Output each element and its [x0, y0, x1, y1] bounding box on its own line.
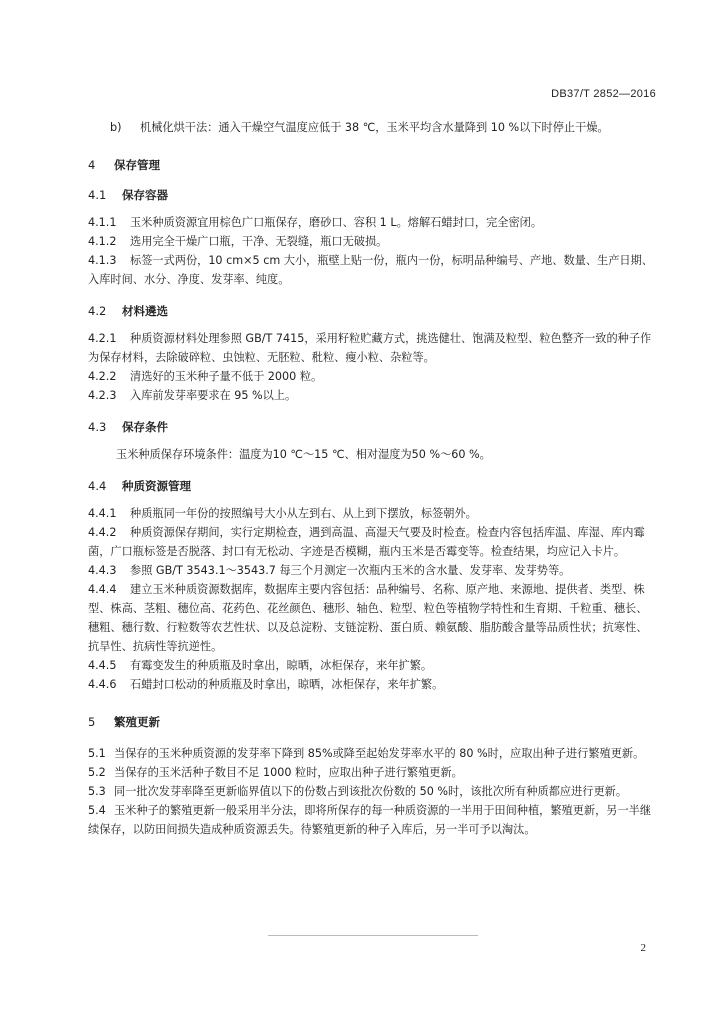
clause-number: 4.1.2 [88, 235, 117, 248]
section-number: 4.1 [88, 188, 107, 202]
clause-4-4-6 [88, 675, 656, 694]
clause-number: 4.1.1 [88, 216, 117, 229]
clause-text: 玉米种质资源宜用棕色广口瓶保存，磨砂口、容积 1 L。熔解石蜡封口，完全密闭。 [130, 216, 543, 229]
clause-4-4-1 [88, 504, 656, 523]
page-number: 2 [640, 942, 646, 954]
list-item-label: b) [110, 121, 122, 134]
section-5-items [88, 744, 656, 839]
section-title: 种质资源管理 [122, 479, 191, 493]
clause-number: 4.2.3 [88, 389, 117, 402]
clause-5-3 [88, 782, 656, 801]
section-4-4-items [88, 504, 656, 694]
section-4-1-heading [88, 187, 656, 203]
document-body [88, 118, 656, 849]
clause-4-2-3 [88, 386, 656, 405]
clause-text: 有霉变发生的种质瓶及时拿出，晾晒，冰柜保存，来年扩繁。 [130, 659, 433, 672]
clause-number: 4.4.1 [88, 507, 117, 520]
clause-text: 建立玉米种质资源数据库，数据库主要内容包括：品种编号、名称、原产地、来源地、提供者、类型、株型、株高、茎粗、穗位高、花药色、花丝颜色、穗形、轴色、粒型、粒色等植物学特性和生育期、千粒重、穗长、穗粗、穗行数、行粒数等农艺性状、以及总淀粉、支链淀粉、蛋白质、赖氨酸、脂肪酸含量等品质性状；抗寒性、抗旱性、抗病性等抗逆性。 [88, 583, 648, 653]
clause-text: 同一批次发芽率降至更新临界值以下的份数占到该批次份数的 50 %时，该批次所有种质都应进行更新。 [114, 785, 628, 798]
section-4-2-heading [88, 303, 656, 319]
clause-4-1-2 [88, 232, 656, 251]
list-item-b [88, 118, 656, 137]
clause-text: 种质资源材料处理参照 GB/T 7415，采用籽粒贮藏方式，挑选健壮、饱满及粒型、粒色整齐一致的种子作为保存材料，去除破碎粒、虫蚀粒、无胚粒、秕粒、瘦小粒、杂粒等。 [88, 332, 652, 364]
section-number: 4 [88, 158, 96, 172]
clause-text: 入库前发芽率要求在 95 %以上。 [130, 389, 297, 402]
clause-number: 4.4.2 [88, 526, 117, 539]
clause-text: 标签一式两份，10 cm×5 cm 大小，瓶壁上贴一份，瓶内一份，标明品种编号、产地、数量、生产日期、入库时间、水分、净度、发芽率、纯度。 [88, 254, 653, 286]
section-4-3-heading [88, 419, 656, 435]
clause-text: 种质瓶同一年份的按照编号大小从左到右、从上到下摆放，标签朝外。 [130, 507, 477, 520]
clause-number: 5.1 [88, 747, 106, 760]
section-4-1-items [88, 213, 656, 289]
clause-4-4-5 [88, 656, 656, 675]
clause-text: 当保存的玉米活种子数目不足 1000 粒时，应取出种子进行繁殖更新。 [114, 766, 463, 779]
clause-number: 4.4.6 [88, 678, 117, 691]
section-title: 保存条件 [122, 420, 168, 434]
clause-4-1-1 [88, 213, 656, 232]
standard-code: DB37/T 2852—2016 [551, 88, 656, 100]
clause-number: 4.4.4 [88, 583, 117, 596]
clause-number: 4.2.2 [88, 370, 117, 383]
section-4-3-body [88, 445, 656, 464]
clause-4-4-4 [88, 580, 656, 656]
clause-number: 4.4.3 [88, 564, 117, 577]
clause-number: 4.1.3 [88, 254, 117, 267]
clause-5-1 [88, 744, 656, 763]
section-number: 4.4 [88, 479, 107, 493]
clause-text: 种质资源保存期间，实行定期检查，遇到高温、高湿天气要及时检查。检查内容包括库温、库湿、库内霉菌，广口瓶标签是否脱落、封口有无松动、字迹是否模糊，瓶内玉米是否霉变等。检查结果，均应记入卡片。 [88, 526, 645, 558]
section-4-2-items [88, 329, 656, 405]
clause-text: 参照 GB/T 3543.1～3543.7 每三个月测定一次瓶内玉米的含水量、发芽率、发芽势等。 [130, 564, 571, 577]
clause-4-1-3 [88, 251, 656, 289]
clause-4-4-3 [88, 561, 656, 580]
section-title: 保存容器 [122, 188, 168, 202]
section-4-heading [88, 157, 656, 173]
clause-4-2-2 [88, 367, 656, 386]
clause-number: 4.4.5 [88, 659, 117, 672]
section-number: 4.2 [88, 304, 107, 318]
clause-text: 玉米种子的繁殖更新一般采用半分法，即将所保存的每一种质资源的一半用于田间种植，繁殖更新，另一半继续保存，以防田间损失造成种质资源丢失。待繁殖更新的种子入库后，另一半可予以淘汰。 [88, 804, 652, 836]
section-title: 保存管理 [114, 158, 160, 172]
clause-5-2 [88, 763, 656, 782]
clause-text: 清选好的玉米种子量不低于 2000 粒。 [130, 370, 323, 383]
list-item-text: 机械化烘干法：通入干燥空气温度应低于 38 ℃，玉米平均含水量降到 10 %以下时停止干燥。 [140, 121, 609, 134]
clause-4-4-2 [88, 523, 656, 561]
clause-number: 5.4 [88, 804, 106, 817]
clause-text: 石蜡封口松动的种质瓶及时拿出，晾晒，冰柜保存，来年扩繁。 [130, 678, 444, 691]
section-number: 4.3 [88, 420, 107, 434]
section-title: 繁殖更新 [114, 715, 160, 729]
clause-text: 选用完全干燥广口瓶，干净、无裂缝，瓶口无破损。 [130, 235, 388, 248]
clause-number: 5.2 [88, 766, 106, 779]
section-number: 5 [88, 715, 96, 729]
clause-5-4 [88, 801, 656, 839]
clause-number: 5.3 [88, 785, 106, 798]
footer-divider [268, 935, 478, 936]
section-4-4-heading [88, 478, 656, 494]
section-title: 材料遴选 [122, 304, 168, 318]
clause-number: 4.2.1 [88, 332, 117, 345]
section-4-3-text: 玉米种质保存环境条件：温度为10 ℃～15 ℃、相对湿度为50 %～60 %。 [116, 448, 491, 461]
section-5-heading [88, 714, 656, 730]
clause-text: 当保存的玉米种质资源的发芽率下降到 85%或降至起始发芽率水平的 80 %时，应取出种子进行繁殖更新。 [114, 747, 645, 760]
clause-4-2-1 [88, 329, 656, 367]
